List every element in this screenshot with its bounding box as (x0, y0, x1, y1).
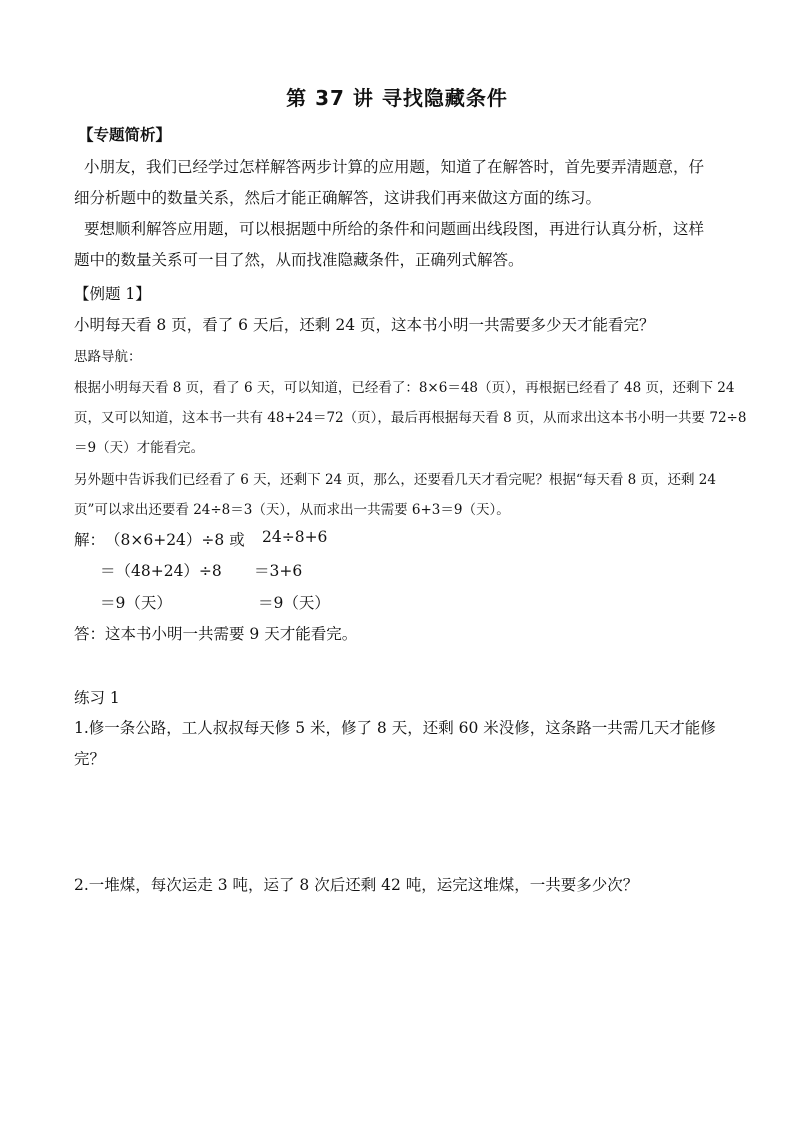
hint-label: 思路导航： (74, 349, 142, 365)
solution-method-b-step-1: 24÷8+6 (262, 528, 328, 546)
practice-question-1-line-1: 1.修一条公路，工人叔叔每天修 5 米，修了 8 天，还剩 60 米没修，这条路一共需几天才能修 (74, 719, 716, 737)
solution-method-b-step-2: ＝3+6 (254, 562, 303, 580)
section-header: 【专题简析】 (78, 125, 172, 144)
solution-method-a-step-3: ＝9（天） (100, 594, 172, 612)
hint-line-1: 根据小明每天看 8 页，看了 6 天，可以知道，已经看了：8×6＝48（页），再根据已经看了 48 页，还剩下 24 (74, 380, 735, 396)
hint-line-5: 页”可以求出还要看 24÷8＝3（天），从而求出一共需要 6+3＝9（天）。 (74, 502, 510, 518)
hint-line-3: ＝9（天）才能看完。 (74, 440, 205, 456)
solution-method-b-step-3: ＝9（天） (258, 594, 330, 612)
intro-paragraph-2-line-2: 题中的数量关系可一目了然，从而找准隐藏条件，正确列式解答。 (74, 251, 524, 269)
page-title: 第 37 讲 寻找隐藏条件 (286, 86, 508, 110)
solution-label: 解： (74, 531, 106, 549)
intro-paragraph-1-line-2: 细分析题中的数量关系，然后才能正确解答，这讲我们再来做这方面的练习。 (74, 189, 602, 207)
intro-paragraph-1-line-1: 小朋友，我们已经学过怎样解答两步计算的应用题，知道了在解答时，首先要弄清题意，仔 (84, 158, 705, 176)
solution-method-a-step-2: ＝（48+24）÷8 (100, 562, 222, 580)
example-header: 【例题 1】 (74, 285, 151, 303)
example-question: 小明每天看 8 页，看了 6 天后，还剩 24 页，这本书小明一共需要多少天才能看完？ (74, 316, 655, 334)
hint-line-4: 另外题中告诉我们已经看了 6 天，还剩下 24 页，那么，还要看几天才看完呢？根据“每天看 8 页，还剩 24 (74, 472, 716, 488)
practice-header: 练习 1 (74, 689, 120, 707)
example-answer: 答：这本书小明一共需要 9 天才能看完。 (74, 625, 358, 643)
practice-question-1-line-2: 完？ (74, 750, 106, 768)
hint-line-2: 页，又可以知道，这本书一共有 48+24＝72（页），最后再根据每天看 8 页，从而求出这本书小明一共要 72÷8 (74, 410, 747, 426)
intro-paragraph-2-line-1: 要想顺利解答应用题，可以根据题中所给的条件和问题画出线段图，再进行认真分析，这样 (84, 220, 705, 238)
practice-question-2: 2.一堆煤，每次运走 3 吨，运了 8 次后还剩 42 吨，运完这堆煤，一共要多少次？ (74, 876, 639, 894)
solution-method-a-step-1: （8×6+24）÷8 或 (105, 531, 245, 549)
